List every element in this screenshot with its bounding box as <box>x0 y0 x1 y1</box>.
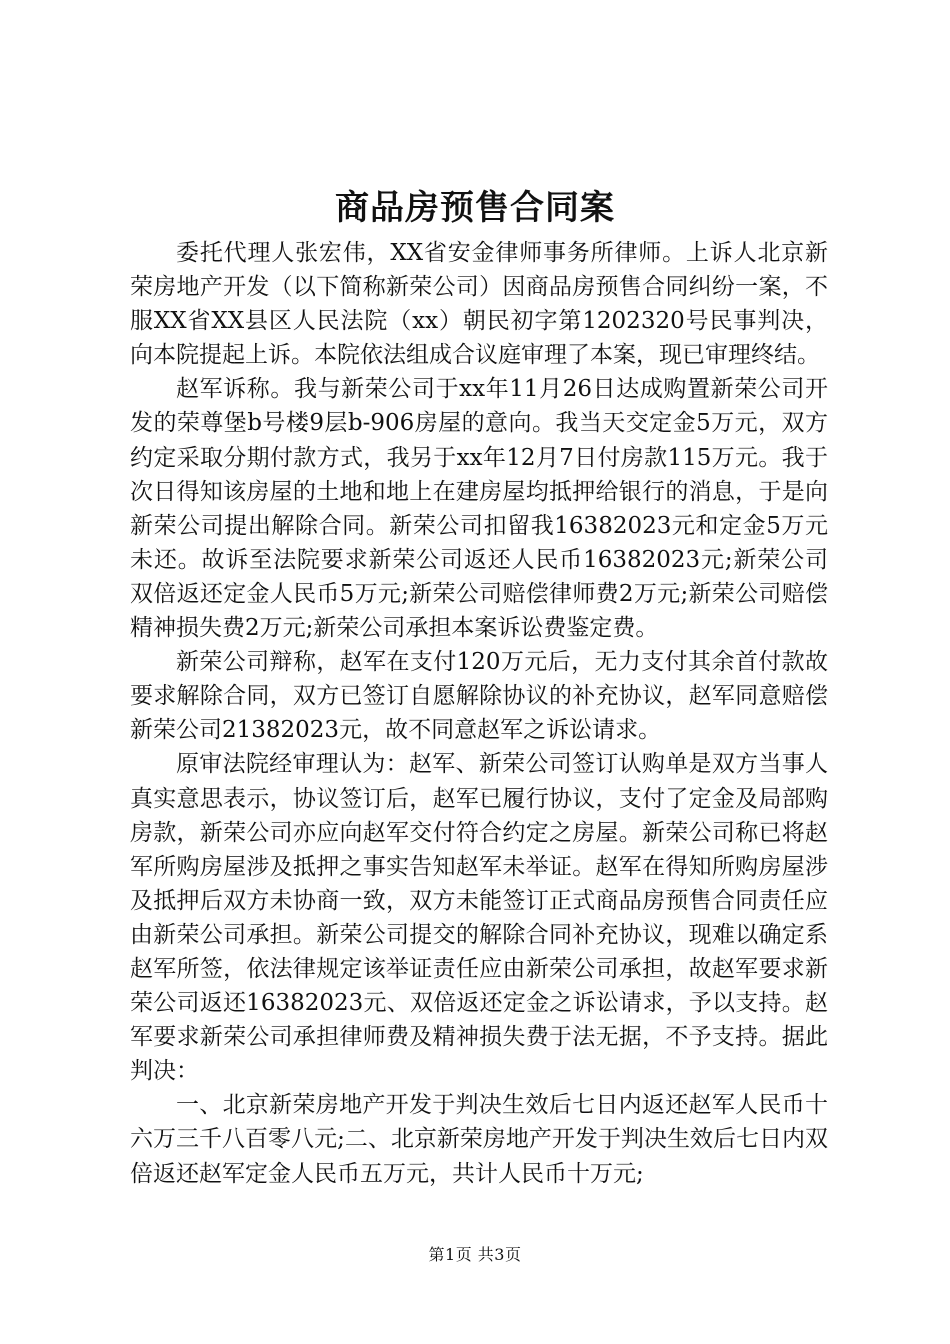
paragraph-judgment-items: 一、北京新荣房地产开发于判决生效后七日内返还赵军人民币十六万三千八百零八元;二、北京新荣房地产开发于判决生效后七日内双倍返还赵军定金人民币五万元，共计人民币十万元; <box>130 1092 828 1187</box>
paragraph-defendant-response: 新荣公司辩称，赵军在支付120万元后，无力支付其余首付款故要求解除合同，双方已签订自愿解除协议的补充协议，赵军同意赔偿新荣公司21382023元，故不同意赵军之诉讼请求。 <box>130 649 828 744</box>
paragraph-original-court-finding: 原审法院经审理认为：赵军、新荣公司签订认购单是双方当事人真实意思表示，协议签订后，赵军已履行协议，支付了定金及局部购房款，新荣公司亦应向赵军交付符合约定之房屋。新荣公司称已将赵军所购房屋涉及抵押之事实告知赵军未举证。赵军在得知所购房屋涉及抵押后双方未协商一致，双方未能签订正式商品房预售合同责任应由新荣公司承担。新荣公司提交的解除合同补充协议，现难以确定系赵军所签，依法律规定该举证责任应由新荣公司承担，故赵军要求新荣公司返还16382023元、双倍返还定金之诉讼请求，予以支持。赵军要求新荣公司承担律师费及精神损失费于法无据，不予支持。据此判决： <box>130 751 828 1085</box>
document-title: 商品房预售合同案 <box>335 188 615 228</box>
document-body <box>130 236 828 1191</box>
paragraph-plaintiff-claim: 赵军诉称。我与新荣公司于xx年11月26日达成购置新荣公司开发的荣尊堡b号楼9层b-906房屋的意向。我当天交定金5万元，双方约定采取分期付款方式，我另于xx年12月7日付房款115万元。我于次日得知该房屋的土地和地上在建房屋均抵押给银行的消息，于是向新荣公司提出解除合同。新荣公司扣留我16382023元和定金5万元未还。故诉至法院要求新荣公司返还人民币16382023元;新荣公司双倍返还定金人民币5万元;新荣公司赔偿律师费2万元;新荣公司赔偿精神损失费2万元;新荣公司承担本案诉讼费鉴定费。 <box>130 376 828 642</box>
paragraph-representative: 委托代理人张宏伟，XX省安金律师事务所律师。上诉人北京新荣房地产开发（以下简称新荣公司）因商品房预售合同纠纷一案，不服XX省XX县区人民法院（xx）朝民初字第1202320号民事判决，向本院提起上诉。本院依法组成合议庭审理了本案，现已审理终结。 <box>130 240 828 369</box>
page-number-footer: 第1页 共3页 <box>428 1245 522 1264</box>
